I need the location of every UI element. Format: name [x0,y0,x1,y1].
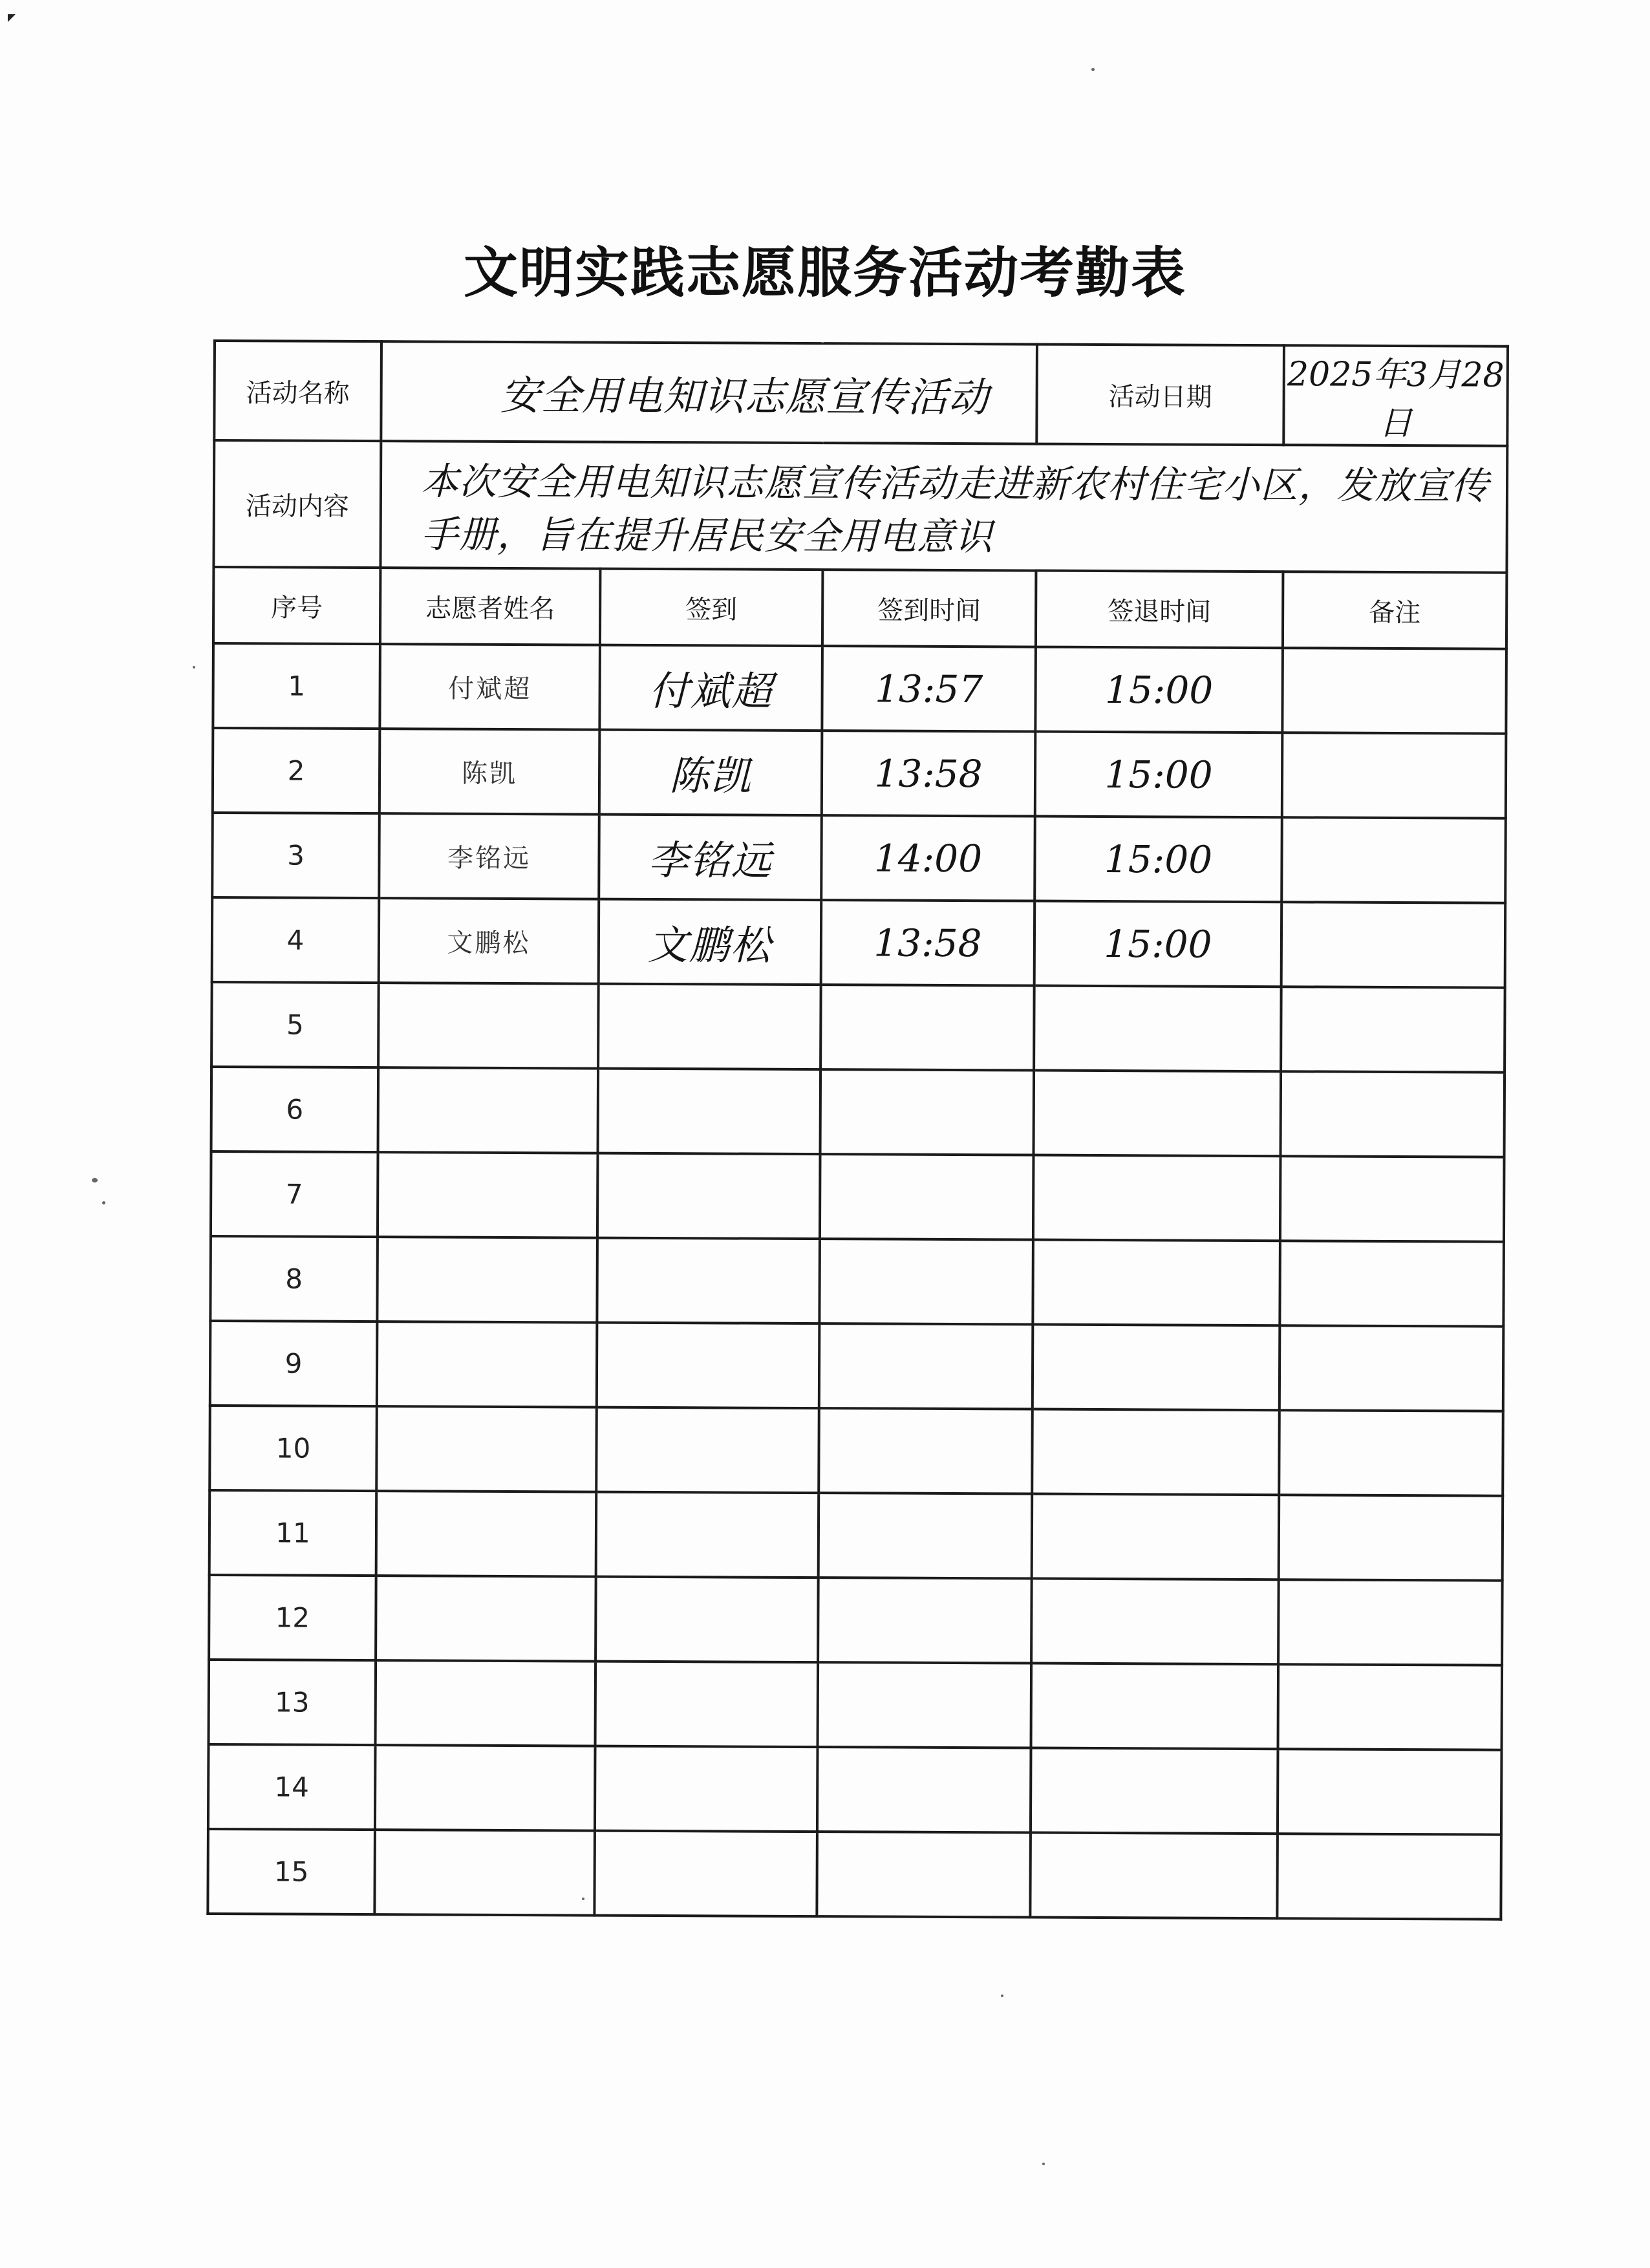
sign-in-time [820,1069,1034,1155]
table-row [208,1744,1502,1835]
table-row [210,1321,1504,1411]
activity-content-label-cell [213,440,381,568]
sign-out-time [1033,1155,1281,1241]
activity-date-label: 活动日期 [1108,381,1212,412]
remarks-cell [1277,1834,1501,1920]
row-number: 8 [210,1236,378,1321]
sign-in-time [819,1323,1033,1409]
sign-in-time [818,1662,1032,1748]
activity-content-value: 本次安全用电知识志愿宣传活动走进新农村住宅小区，发放宣传手册，旨在提升居民安全用电意识 [380,441,1507,573]
column-header-remarks: 备注 [1283,572,1507,649]
row-number: 15 [208,1829,375,1914]
remarks-cell [1279,1495,1503,1581]
remarks-cell [1282,733,1506,818]
row-number: 7 [211,1151,378,1237]
remarks-cell [1280,1325,1504,1411]
signature-cell [595,1662,819,1747]
attendance-table [206,339,1509,1921]
volunteer-name [376,1576,596,1661]
row-number: 6 [211,1067,379,1152]
sign-in-time [819,1493,1033,1578]
row-number: 5 [211,982,379,1067]
sign-in-time: 13:57 [822,646,1036,731]
table-row [209,1490,1503,1581]
sign-out-time [1033,1240,1280,1326]
signature-cell: 文鹏松 [599,899,822,985]
sign-in-time: 13:58 [822,731,1036,816]
sign-out-time [1031,1748,1278,1834]
remarks-cell [1281,902,1506,988]
activity-name-value: 安全用电知识志愿宣传活动 [381,341,1037,444]
sign-in-time [820,1154,1034,1239]
sign-out-time [1033,1325,1280,1411]
activity-name-label-cell [214,341,381,441]
table-row [208,1829,1501,1920]
scan-speck [1091,68,1095,71]
table-row [213,728,1506,818]
sign-in-time [817,1832,1031,1917]
row-number: 10 [209,1406,377,1491]
signature-cell [598,984,821,1069]
table-row [211,982,1505,1073]
sign-out-time: 15:00 [1035,732,1283,818]
sign-out-time [1031,1579,1279,1665]
signature-cell [595,1746,818,1832]
column-header-no: 序号 [213,567,381,644]
activity-name-row [214,341,1508,446]
volunteer-name: 付斌超 [380,644,600,729]
row-number: 13 [209,1660,376,1745]
remarks-cell [1279,1410,1503,1496]
volunteer-name [374,1830,595,1915]
sign-out-time: 15:00 [1034,901,1282,987]
signature-cell [598,1069,821,1154]
column-header-signature: 签到 [600,569,823,646]
signature-cell: 李铭远 [599,815,822,900]
table-row [209,1575,1503,1665]
volunteer-name: 陈凯 [380,729,600,814]
remarks-cell [1280,1156,1505,1242]
signature-cell [596,1407,819,1493]
volunteer-name [377,1321,597,1407]
table-row [209,1406,1503,1496]
volunteer-name [378,983,599,1068]
column-header-row [213,567,1507,649]
row-number: 14 [208,1744,376,1830]
attendance-sheet [207,339,1506,1894]
sign-out-time [1032,1409,1280,1495]
page-title: 文明实践志愿服务活动考勤表 [463,241,1186,305]
activity-content-row [213,440,1507,573]
table-row [213,643,1506,734]
signature-cell [595,1577,819,1662]
row-number: 4 [212,897,380,983]
remarks-cell [1280,1241,1504,1327]
signature-cell [597,1323,820,1408]
remarks-cell [1281,817,1506,903]
column-header-sign-in-time: 签到时间 [822,570,1036,647]
volunteer-name [375,1745,595,1830]
sign-in-time [819,1408,1033,1493]
volunteer-name [376,1491,597,1576]
sign-in-time [820,985,1034,1070]
sign-out-time [1034,1071,1281,1157]
remarks-cell [1278,1579,1503,1665]
scan-corner-mark [8,14,16,22]
remarks-cell [1281,987,1505,1073]
table-row [209,1660,1503,1750]
column-header-volunteer-name: 志愿者姓名 [380,568,601,645]
table-row [211,1151,1505,1242]
row-number: 9 [210,1321,378,1406]
volunteer-name [376,1406,597,1492]
sign-out-time: 15:00 [1034,817,1282,903]
sign-out-time [1034,986,1281,1072]
scan-speck [1042,2163,1045,2165]
scan-speck [92,1178,98,1182]
activity-name-label: 活动名称 [246,378,350,409]
activity-content-label: 活动内容 [245,491,349,522]
signature-cell [597,1238,820,1323]
row-number: 11 [209,1490,377,1576]
table-row [210,1236,1504,1327]
volunteer-name [377,1237,597,1322]
sign-in-time: 13:58 [821,900,1035,985]
sign-in-time [818,1578,1032,1663]
row-number: 3 [212,813,380,898]
table-row [211,1067,1505,1157]
column-header-sign-out-time: 签退时间 [1036,571,1283,648]
signature-cell: 陈凯 [599,730,822,815]
row-number: 12 [209,1575,376,1660]
activity-date-value: 2025年3月28日 [1283,345,1508,446]
signature-cell: 付斌超 [599,645,822,731]
row-number: 1 [213,643,380,729]
scan-speck [1001,1995,1003,1997]
remarks-cell [1278,1664,1503,1750]
table-row [212,813,1506,903]
signature-cell [596,1492,819,1578]
scan-speck [193,666,195,669]
remarks-cell [1281,1071,1505,1157]
volunteer-name [378,1067,599,1153]
sign-in-time [817,1747,1031,1832]
scan-speck [582,1898,584,1900]
sign-out-time [1032,1494,1280,1580]
row-number: 2 [213,728,380,813]
signature-cell [597,1153,820,1239]
volunteer-name: 李铭远 [379,813,599,899]
remarks-cell [1282,648,1506,734]
sign-out-time: 15:00 [1035,647,1283,733]
signature-cell [594,1831,817,1916]
volunteer-name [376,1660,596,1746]
volunteer-name [378,1152,598,1237]
table-row [212,897,1506,988]
sign-out-time [1031,1664,1279,1749]
scan-speck [102,1201,105,1204]
sign-out-time [1030,1833,1278,1919]
activity-date-label-cell [1036,345,1284,445]
remarks-cell [1278,1749,1502,1835]
sign-in-time [819,1239,1033,1324]
sign-in-time: 14:00 [821,815,1035,901]
volunteer-name: 文鹏松 [379,898,599,983]
